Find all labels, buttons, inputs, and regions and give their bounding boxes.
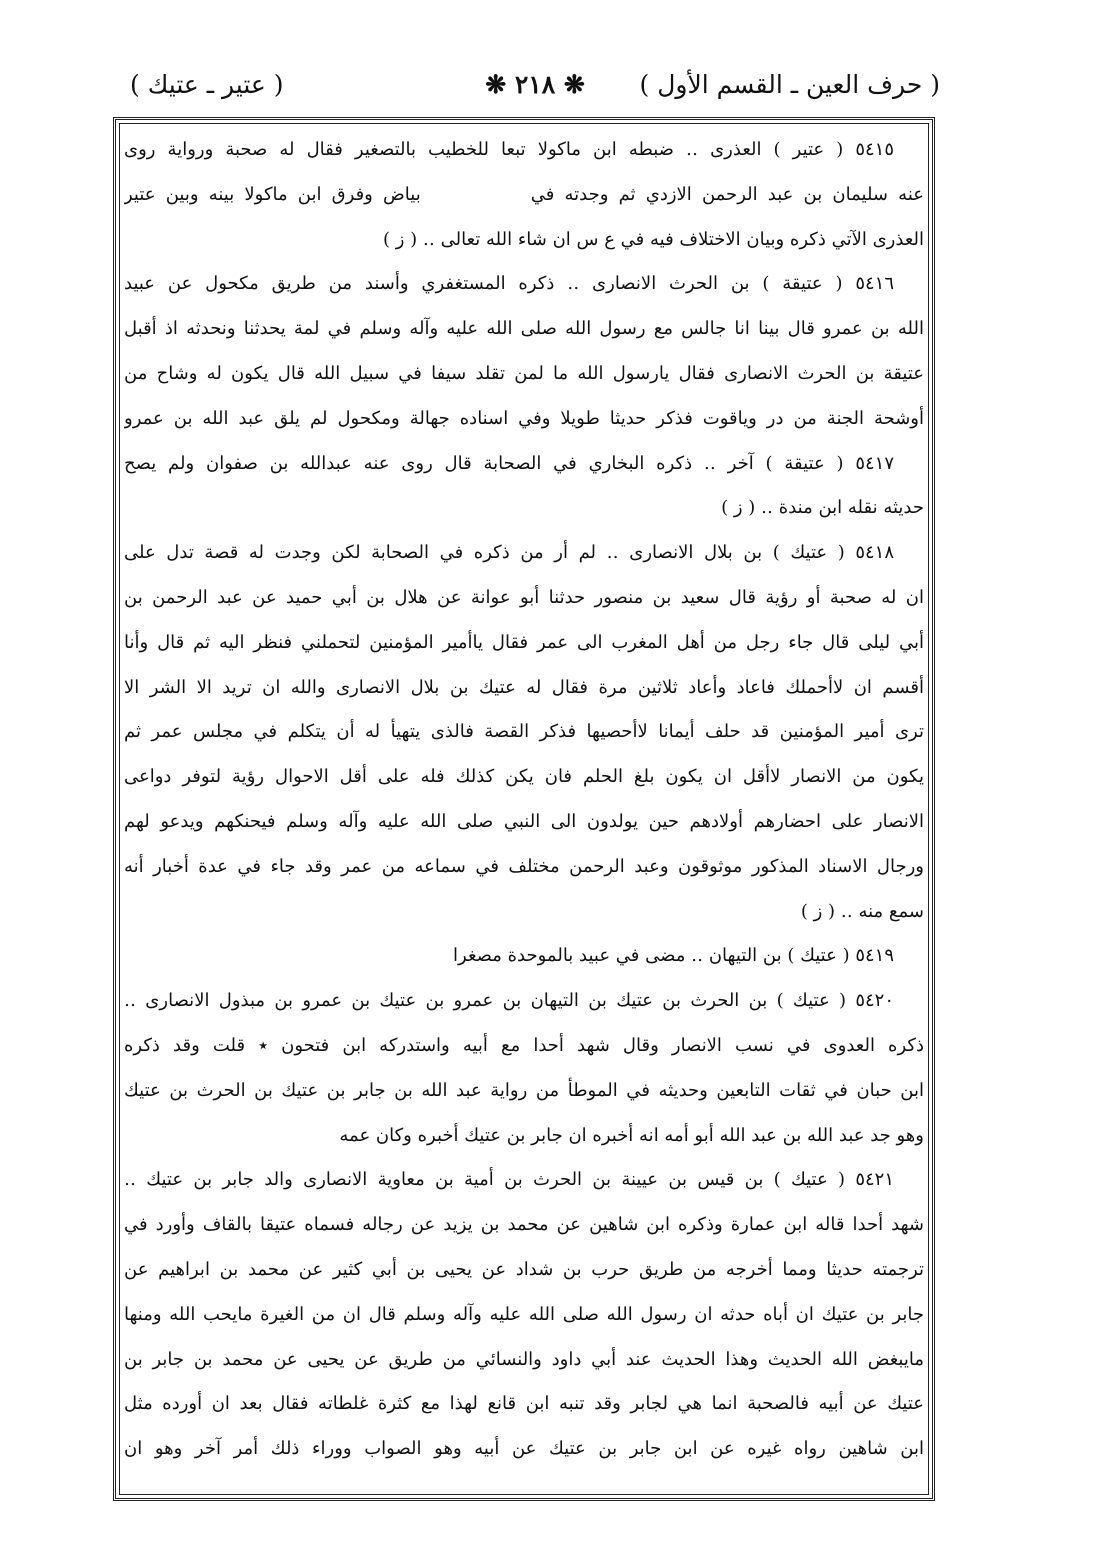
- text-line: مايبغض الله الحديث وهذا الحديث عند أبي داود والنسائي من طريق عن يحيى عن محمد بن جابر بن: [124, 1348, 924, 1370]
- text-line: ٥٤١٦ ( عتيقة ) بن الحرث الانصارى ‥ ذكره المستغفري وأسند من طريق مكحول عن عبيد: [124, 273, 894, 295]
- text-line: وهو جد عبد الله بن عبد الله أبو أمه انه أخبره ان جابر بن عتيك أخبره وكان عمه: [339, 1124, 924, 1146]
- page-body: [124, 128, 924, 1460]
- text-line: سمع منه ‥ ( ز ): [800, 900, 924, 922]
- text-line: العذرى الآتي ذكره وبيان الاختلاف فيه في ع س ان شاء الله تعالى ‥ ( ز ): [383, 228, 924, 250]
- running-header: [130, 62, 940, 112]
- text-line: ٥٤١٧ ( عتيقة ) آخر ‥ ذكره البخاري في الصحابة قال روى عنه عبدالله بن صفوان ولم يصح: [124, 452, 894, 474]
- text-line: ورجال الاسناد المذكور موثوقون وعبد الرحمن مختلف في سماعه من عمر وقد جاء في عدة أخبار أنه: [124, 855, 924, 877]
- text-line: ٥٤١٥ ( عتير ) العذرى ‥ ضبطه ابن ماكولا تبعا للخطيب بالتصغير فقال له صحبة ورواية روى: [124, 139, 894, 160]
- text-line: ذكره العدوى في نسب الانصار وقال شهد أحدا مع أبيه واستدركه ابن فتحون ٭ قلت وقد ذكره: [124, 1034, 924, 1056]
- text-line: أبي ليلى قال جاء رجل من أهل المغرب الى عمر فقال ياأمير المؤمنين لتحملني فنظر اليه ثم قال وأنا: [124, 631, 924, 653]
- text-line: ان له صحبة أو رؤية قال سعيد بن منصور حدثنا أبو عوانة عن هلال بن أبي حميد عن عبد الرحمن بن: [124, 586, 924, 608]
- text-line: ٥٤٢١ ( عتيك ) بن قيس بن عيينة بن الحرث بن أمية بن معاوية الانصارى والد جابر بن عتيك ‥: [124, 1169, 894, 1191]
- text-line: الله بن عمرو قال بينا انا جالس مع رسول الله صلى الله عليه وآله وسلم في لمة يحدثنا ونحدثه اذ أقبل: [124, 318, 924, 340]
- text-line: حديثه نقله ابن مندة ‥ ( ز ): [721, 497, 924, 519]
- text-line: ترجمته حديثا ومما أخرجه من طريق حرب بن شداد عن يحيى بن أبي كثير عن محمد بن ابراهيم عن: [124, 1258, 924, 1280]
- text-line: ابن شاهين رواه غيره عن ابن جابر بن عتيك عن أبيه وهو الصواب ووراء ذلك أمر آخر وهو ان: [124, 1438, 924, 1460]
- text-line: ٥٤١٨ ( عتيك ) بن بلال الانصارى ‥ لم أر من ذكره في الصحابة لكن وجدت له قصة تدل على: [124, 542, 894, 564]
- text-line: عتيك عن أبيه فالصحبة انما هي لجابر وقد تنبه ابن قانع لهذا مع كثرة غلطاته فقال بعد ان أورده مثل: [124, 1393, 924, 1415]
- text-line: جابر بن عتيك ان أباه حدثه ان رسول الله صلى الله عليه وآله وسلم قال ان من الغيرة مايحب الله ومنها: [124, 1303, 924, 1325]
- text-line: أقسم ان لاأحملك فاعاد وأعاد ثلاثين مرة فقال له عتيك بن بلال الانصارى والله ان تريد الا الشر الا: [124, 676, 924, 698]
- page-number: ❋ ٢١٨ ❋: [485, 70, 585, 99]
- text-line: الانصار على احضارهم أولادهم حين يولدون الى النبي صلى الله عليه وآله وسلم فيحنكهم ويدعو لهم: [124, 810, 924, 832]
- text-segment: عنه سليمان بن عبد الرحمن الازدي ثم وجدته في: [530, 183, 924, 205]
- text-line: عتيقة بن الحرث الانصارى فقال يارسول الله ما لمن تقلد سيفا في سبيل الله قال يكون له وشاح من: [124, 362, 924, 384]
- text-line: يكون من الانصار لاأقل ان يكون بلغ الحلم فان يكن كذلك فله على أقل الاحوال رؤية لتوفر دواعى: [124, 766, 924, 788]
- header-section-title: ( حرف العين ـ القسم الأول ): [639, 70, 940, 99]
- text-line: ابن حبان في ثقات التابعين وحديثه في الموطأ من رواية عبد الله بن جابر بن عتيك بن الحرث بن عتيك: [124, 1079, 924, 1101]
- text-line: [124, 173, 924, 218]
- text-segment: بياض وفرق ابن ماكولا بينه وبين عتير: [124, 183, 421, 205]
- text-line: ترى أمير المؤمنين قد حلف أيمانا لاأحصيها فذكر القصة فالذى يتهيأ له أن يتكلم في مجلس عمر ثم: [124, 721, 924, 743]
- text-line: ٥٤٢٠ ( عتيك ) بن الحرث بن عتيك بن التيهان بن عمرو بن عتيك بن عمرو بن مبذول الانصارى ‥: [124, 990, 894, 1012]
- text-line: شهد أحدا قاله ابن عمارة وذكره ابن شاهين عن محمد بن يزيد عن رجاله فسماه عتيقا بالقاف وأورد في: [124, 1214, 924, 1236]
- text-line: أوشحة الجنة من در وياقوت فذكر حديثا طويلا وفي اسناده جهالة ومكحول لم يلق عبد الله بن عمرو: [124, 407, 924, 429]
- header-entry-range: ( عتير ـ عتيك ): [130, 70, 284, 99]
- text-line: ٥٤١٩ ( عتيك ) بن التيهان ‥ مضى في عبيد بالموحدة مصغرا: [453, 945, 894, 967]
